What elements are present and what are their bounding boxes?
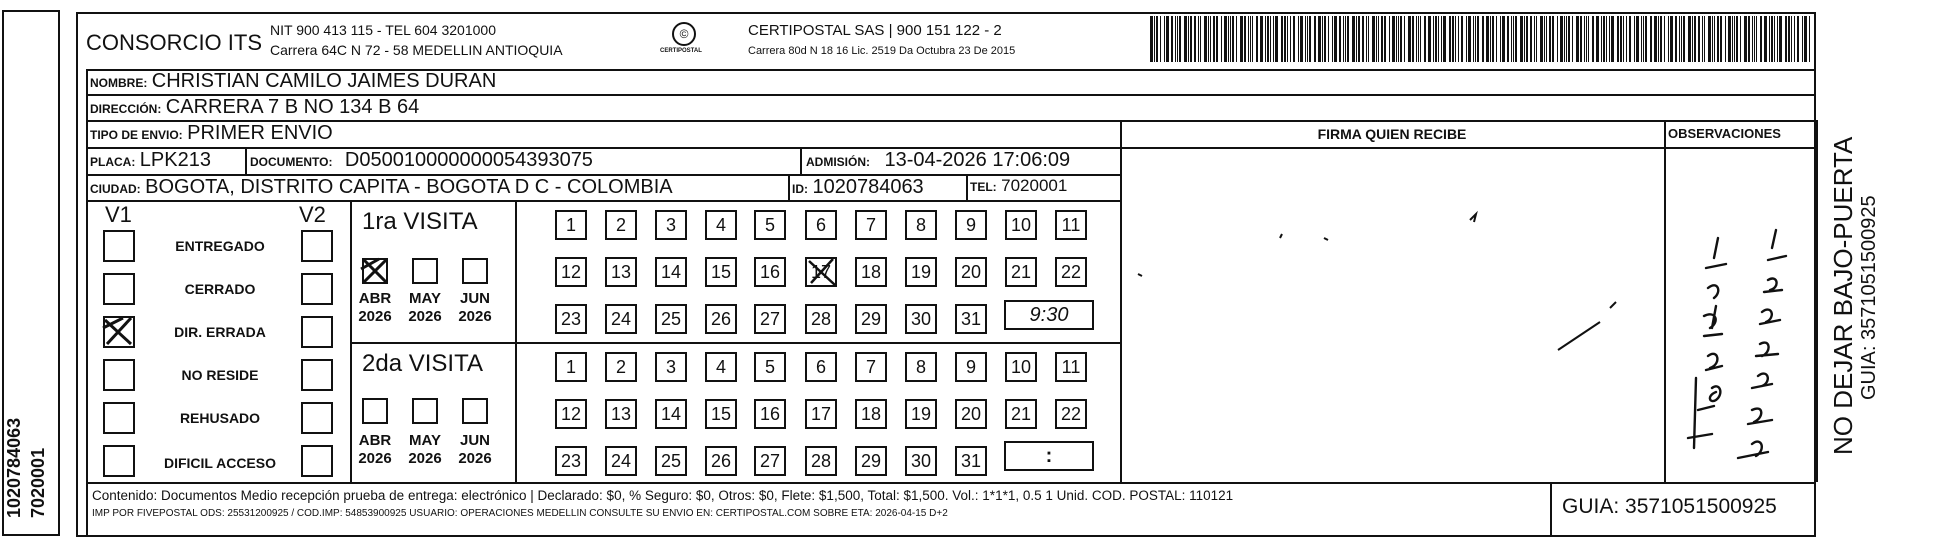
day-cell[interactable]: 11 (1055, 352, 1087, 382)
day-cell[interactable]: 12 (555, 257, 587, 287)
admision-label: ADMISIÓN: (806, 155, 870, 169)
day-cell[interactable]: 19 (905, 257, 937, 287)
v1-cerrado-checkbox[interactable] (103, 273, 135, 305)
second-visit-time: : (1045, 445, 1053, 467)
placa-label: PLACA: (90, 155, 136, 169)
day-cell[interactable]: 5 (754, 210, 786, 240)
barcode (1150, 16, 1815, 62)
day-cell[interactable]: 30 (905, 304, 937, 334)
v1-header: V1 (105, 202, 132, 227)
v1-dir-errada-checkbox[interactable] (103, 316, 135, 348)
firma-header: FIRMA QUIEN RECIBE (1317, 126, 1467, 142)
day-cell[interactable]: 13 (605, 399, 637, 429)
day-cell[interactable]: 24 (605, 304, 637, 334)
day-cell[interactable]: 18 (855, 399, 887, 429)
day-cell[interactable]: 31 (955, 446, 987, 476)
second-visit-title: 2da VISITA (362, 350, 483, 377)
day-cell[interactable]: 15 (705, 399, 737, 429)
second-month-jun: JUN 2026 (458, 432, 492, 467)
day-cell[interactable]: 31 (955, 304, 987, 334)
tel-label: TEL: (970, 180, 997, 194)
day-cell[interactable]: 28 (805, 304, 837, 334)
day-cell[interactable]: 2 (605, 210, 637, 240)
v2-header: V2 (299, 202, 326, 227)
second-month-abr-box[interactable] (362, 398, 388, 424)
first-month-jun-box[interactable] (462, 258, 488, 284)
first-visit-title: 1ra VISITA (362, 208, 478, 235)
day-cell[interactable]: 1 (555, 210, 587, 240)
v2-entregado-checkbox[interactable] (301, 230, 333, 262)
signature-area (1124, 150, 1662, 480)
day-cell[interactable]: 3 (655, 210, 687, 240)
day-cell[interactable]: 8 (905, 352, 937, 382)
option-rehusado: REHUSADO (179, 410, 261, 426)
option-entregado: ENTREGADO (175, 238, 265, 254)
day-cell[interactable]: 25 (655, 304, 687, 334)
tipo-label: TIPO DE ENVIO: (90, 128, 183, 142)
day-cell[interactable]: 15 (705, 257, 737, 287)
day-cell[interactable]: 4 (705, 352, 737, 382)
second-month-jun-box[interactable] (462, 398, 488, 424)
documento-cell (250, 149, 593, 172)
day-label: 17 (810, 262, 832, 282)
v1-no-reside-checkbox[interactable] (103, 359, 135, 391)
second-month-may: MAY 2026 (408, 432, 442, 467)
footer-guia: GUIA: 3571051500925 (1562, 495, 1777, 518)
ciudad-label: CIUDAD: (90, 182, 141, 196)
certipostal-logo: © (672, 22, 696, 46)
placa-value: LPK213 (139, 149, 211, 171)
v2-no-reside-checkbox[interactable] (301, 359, 333, 391)
nombre-value: CHRISTIAN CAMILO JAIMES DURAN (151, 70, 497, 92)
first-month-abr-box[interactable] (362, 258, 388, 284)
day-cell[interactable]: 20 (955, 257, 987, 287)
v2-rehusado-checkbox[interactable] (301, 402, 333, 434)
day-cell[interactable]: 6 (805, 210, 837, 240)
placa-cell (90, 149, 211, 172)
left-stub-tel: 7020001 (28, 447, 48, 518)
second-month-may-box[interactable] (412, 398, 438, 424)
day-cell[interactable]: 8 (905, 210, 937, 240)
day-cell[interactable]: 7 (855, 210, 887, 240)
day-cell[interactable]: 1 (555, 352, 587, 382)
day-cell[interactable]: 29 (855, 304, 887, 334)
documento-value: D050010000000054393075 (344, 149, 593, 171)
company-address: Carrera 64C N 72 - 58 MEDELLIN ANTIOQUIA (270, 42, 563, 58)
day-cell[interactable]: 7 (855, 352, 887, 382)
v2-cerrado-checkbox[interactable] (301, 273, 333, 305)
carrier-address: Carrera 80d N 18 16 Lic. 2519 Da Octubra 23 De 2015 (748, 45, 1016, 57)
first-month-abr: ABR 2026 (358, 290, 392, 325)
option-dir-errada: DIR. ERRADA (174, 324, 266, 340)
second-month-abr: ABR 2026 (358, 432, 392, 467)
direccion-value: CARRERA 7 B NO 134 B 64 (165, 96, 420, 118)
first-visit-time: 9:30 (1029, 304, 1069, 326)
day-cell[interactable]: 14 (655, 399, 687, 429)
footer-print-info: IMP POR FIVEPOSTAL ODS: 25531200925 / COD.IMP: 54853900925 USUARIO: OPERACIONES MEDELLIN CONSULTE SU ENVIO EN: CERTIPOSTAL.COM SOBRE ETA: 2026-04-15 D+2 (92, 508, 948, 519)
day-cell[interactable]: 26 (705, 304, 737, 334)
id-cell (792, 176, 924, 199)
first-month-may-box[interactable] (412, 258, 438, 284)
day-cell[interactable]: 5 (754, 352, 786, 382)
day-cell[interactable]: 21 (1005, 399, 1037, 429)
direccion-row (90, 96, 419, 119)
v1-dificil-acceso-checkbox[interactable] (103, 445, 135, 477)
day-cell[interactable]: 24 (605, 446, 637, 476)
day-cell[interactable]: 28 (805, 446, 837, 476)
v1-entregado-checkbox[interactable] (103, 230, 135, 262)
observation-handwriting (1668, 148, 1814, 480)
option-dificil-acceso: DIFICIL ACCESO (163, 455, 276, 471)
day-cell[interactable]: 23 (555, 304, 587, 334)
day-cell[interactable]: 22 (1055, 399, 1087, 429)
tipo-row (90, 122, 333, 145)
v2-dificil-acceso-checkbox[interactable] (301, 445, 333, 477)
day-cell[interactable]: 10 (1005, 210, 1037, 240)
side-guia: GUIA: 3571051500925 (1858, 195, 1880, 400)
day-cell[interactable]: 29 (855, 446, 887, 476)
day-cell[interactable]: 9 (955, 352, 987, 382)
day-cell[interactable]: 21 (1005, 257, 1037, 287)
day-cell[interactable]: 6 (805, 352, 837, 382)
tipo-value: PRIMER ENVIO (187, 122, 333, 144)
day-cell[interactable]: 14 (655, 257, 687, 287)
ciudad-value: BOGOTA, DISTRITO CAPITA - BOGOTA D C - COLOMBIA (145, 176, 673, 198)
company-name: CONSORCIO ITS (86, 30, 263, 55)
side-instruction: NO DEJAR BAJO-PUERTA (1828, 136, 1858, 455)
carrier-name: CERTIPOSTAL SAS | 900 151 122 - 2 (748, 22, 1002, 39)
day-cell[interactable]: 9 (955, 210, 987, 240)
second-visit-time-box[interactable] (1004, 441, 1094, 471)
first-month-jun: JUN 2026 (458, 290, 492, 325)
company-nit: NIT 900 413 115 - TEL 604 3201000 (270, 22, 496, 38)
ciudad-cell (90, 176, 673, 199)
tel-cell (970, 176, 1067, 196)
left-stub-id: 1020784063 (4, 417, 24, 518)
day-cell[interactable]: 16 (754, 257, 786, 287)
day-cell[interactable]: 22 (1055, 257, 1087, 287)
day-cell[interactable]: 27 (754, 446, 786, 476)
documento-label: DOCUMENTO: (250, 155, 333, 169)
tel-value: 7020001 (1001, 176, 1068, 195)
day-cell[interactable]: 12 (555, 399, 587, 429)
day-cell[interactable] (805, 257, 837, 287)
v1-rehusado-checkbox[interactable] (103, 402, 135, 434)
day-cell[interactable]: 20 (955, 399, 987, 429)
nombre-row (90, 70, 496, 93)
logo-caption: CERTIPOSTAL (660, 48, 702, 54)
id-value: 1020784063 (812, 176, 924, 198)
day-cell[interactable]: 17 (805, 399, 837, 429)
day-cell[interactable]: 18 (855, 257, 887, 287)
first-month-may: MAY 2026 (408, 290, 442, 325)
observaciones-header: OBSERVACIONES (1668, 126, 1781, 141)
day-cell[interactable]: 23 (555, 446, 587, 476)
option-no-reside: NO RESIDE (181, 367, 259, 383)
day-cell[interactable]: 19 (905, 399, 937, 429)
day-cell[interactable]: 11 (1055, 210, 1087, 240)
day-cell[interactable]: 30 (905, 446, 937, 476)
option-cerrado: CERRADO (184, 281, 256, 297)
day-cell[interactable]: 13 (605, 257, 637, 287)
day-cell[interactable]: 25 (655, 446, 687, 476)
day-cell[interactable]: 26 (705, 446, 737, 476)
day-cell[interactable]: 10 (1005, 352, 1037, 382)
id-label: ID: (792, 182, 808, 196)
day-cell[interactable]: 3 (655, 352, 687, 382)
admision-value: 13-04-2026 17:06:09 (884, 149, 1071, 171)
day-cell[interactable]: 2 (605, 352, 637, 382)
admision-cell (806, 149, 1070, 172)
v2-dir-errada-checkbox[interactable] (301, 316, 333, 348)
direccion-label: DIRECCIÓN: (90, 102, 162, 116)
day-cell[interactable]: 27 (754, 304, 786, 334)
footer-contents: Contenido: Documentos Medio recepción prueba de entrega: electrónico | Declarado: $0, % Seguro: $0, Otros: $0, Flete: $1,500, Total: $1,500. Vol.: 1*1*1, 0.5 1 Unid. COD. POSTAL: 110121 (92, 488, 1234, 503)
nombre-label: NOMBRE: (90, 76, 148, 90)
day-cell[interactable]: 4 (705, 210, 737, 240)
first-visit-time-box[interactable] (1004, 300, 1094, 330)
day-cell[interactable]: 16 (754, 399, 786, 429)
